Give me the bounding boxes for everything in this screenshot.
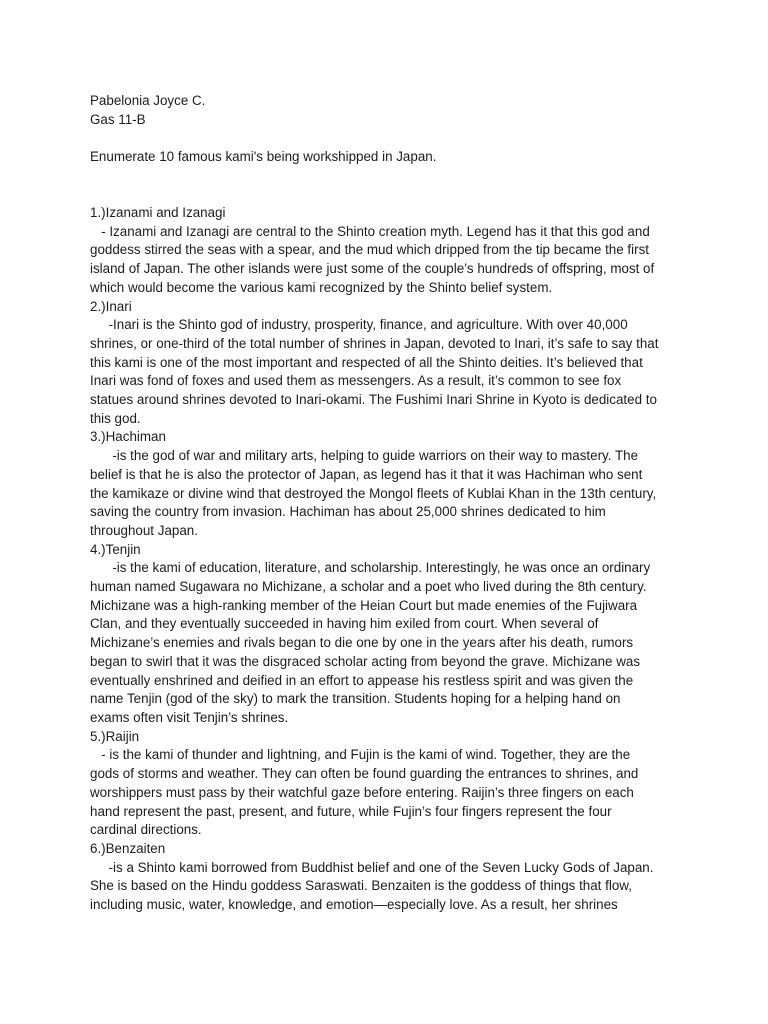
body-line: name Tenjin (god of the sky) to mark the transition. Students hoping for a helping hand on bbox=[90, 691, 621, 707]
body-line: Michizane’s enemies and rivals began to die one by one in the years after his death, rumors bbox=[90, 635, 634, 651]
list-item-heading: 4.)Tenjin bbox=[90, 541, 141, 557]
body-line: hand represent the past, present, and future, while Fujin’s four fingers represent the four bbox=[90, 803, 612, 819]
list-item-heading: 6.)Benzaiten bbox=[90, 840, 166, 856]
document-header bbox=[90, 92, 690, 129]
body-line: shrines, or one-third of the total number of shrines in Japan, devoted to Inari, it’s safe to say that bbox=[90, 335, 659, 351]
body-line: which would become the various kami recognized by the Shinto belief system. bbox=[90, 279, 553, 295]
list-item-izanami-izanagi bbox=[90, 204, 690, 298]
body-line: She is based on the Hindu goddess Saraswati. Benzaiten is the goddess of things that flow, bbox=[90, 878, 632, 894]
body-line: worshippers must pass by their watchful gaze before entering. Raijin’s three fingers on each bbox=[90, 784, 634, 800]
body-line: this god. bbox=[90, 410, 141, 426]
body-line: island of Japan. The other islands were just some of the couple’s hundreds of offspring, most of bbox=[90, 261, 655, 277]
body-line: -Inari is the Shinto god of industry, prosperity, finance, and agriculture. With over 40,000 bbox=[90, 317, 628, 333]
body-line: cardinal directions. bbox=[90, 822, 202, 838]
body-line: belief is that he is also the protector of Japan, as legend has it that it was Hachiman who sent bbox=[90, 466, 643, 482]
list-item-tenjin bbox=[90, 541, 690, 728]
list-item-heading: 1.)Izanami and Izanagi bbox=[90, 205, 226, 220]
author-name: Pabelonia Joyce C. bbox=[90, 93, 206, 108]
body-line: goddess stirred the seas with a spear, and the mud which dripped from the tip became the first bbox=[90, 242, 649, 258]
body-line: Michizane was a high-ranking member of the Heian Court but made enemies of the Fujiwara bbox=[90, 597, 638, 613]
body-line: - Izanami and Izanagi are central to the Shinto creation myth. Legend has it that this god and bbox=[90, 223, 650, 239]
list-item-heading: 3.)Hachiman bbox=[90, 429, 166, 445]
list-item-inari bbox=[90, 298, 690, 429]
body-line: -is the kami of education, literature, and scholarship. Interestingly, he was once an ordinary bbox=[90, 560, 651, 576]
body-line: -is a Shinto kami borrowed from Buddhist belief and one of the Seven Lucky Gods of Japan. bbox=[90, 859, 654, 875]
body-line: throughout Japan. bbox=[90, 522, 198, 538]
assignment-prompt-block bbox=[90, 148, 690, 167]
assignment-prompt: Enumerate 10 famous kami's being workshipped in Japan. bbox=[90, 149, 437, 164]
kami-list bbox=[90, 204, 690, 915]
class-section: Gas 11-B bbox=[90, 111, 146, 127]
body-line: this kami is one of the most important and respected of all the Shinto deities. It’s believed that bbox=[90, 354, 643, 370]
body-line: began to swirl that it was the disgraced scholar acting from beyond the grave. Michizane was bbox=[90, 653, 641, 669]
body-line: -is the god of war and military arts, helping to guide warriors on their way to mastery. The bbox=[90, 448, 639, 464]
body-line: Inari was fond of foxes and used them as messengers. As a result, it’s common to see fox bbox=[90, 373, 622, 389]
body-line: Clan, and they eventually succeeded in having him exiled from court. When several of bbox=[90, 616, 599, 632]
body-line: the kamikaze or divine wind that destroyed the Mongol fleets of Kublai Khan in the 13th century, bbox=[90, 485, 657, 501]
list-item-heading: 2.)Inari bbox=[90, 298, 132, 314]
list-item-raijin bbox=[90, 728, 690, 840]
body-line: saving the country from invasion. Hachiman has about 25,000 shrines dedicated to him bbox=[90, 504, 606, 520]
body-line: - is the kami of thunder and lightning, and Fujin is the kami of wind. Together, they are the bbox=[90, 747, 631, 763]
list-item-hachiman bbox=[90, 428, 690, 540]
body-line: gods of storms and weather. They can often be found guarding the entrances to shrines, and bbox=[90, 766, 639, 782]
body-line: eventually enshrined and deified in an effort to appease his restless spirit and was given the bbox=[90, 672, 634, 688]
body-line: including music, water, knowledge, and emotion—especially love. As a result, her shrines bbox=[90, 897, 618, 913]
list-item-heading: 5.)Raijin bbox=[90, 728, 140, 744]
body-line: exams often visit Tenjin’s shrines. bbox=[90, 709, 289, 725]
body-line: human named Sugawara no Michizane, a scholar and a poet who lived during the 8th century. bbox=[90, 579, 647, 595]
body-line: statues around shrines devoted to Inari-okami. The Fushimi Inari Shrine in Kyoto is dedicated to bbox=[90, 392, 657, 408]
list-item-benzaiten bbox=[90, 840, 690, 915]
